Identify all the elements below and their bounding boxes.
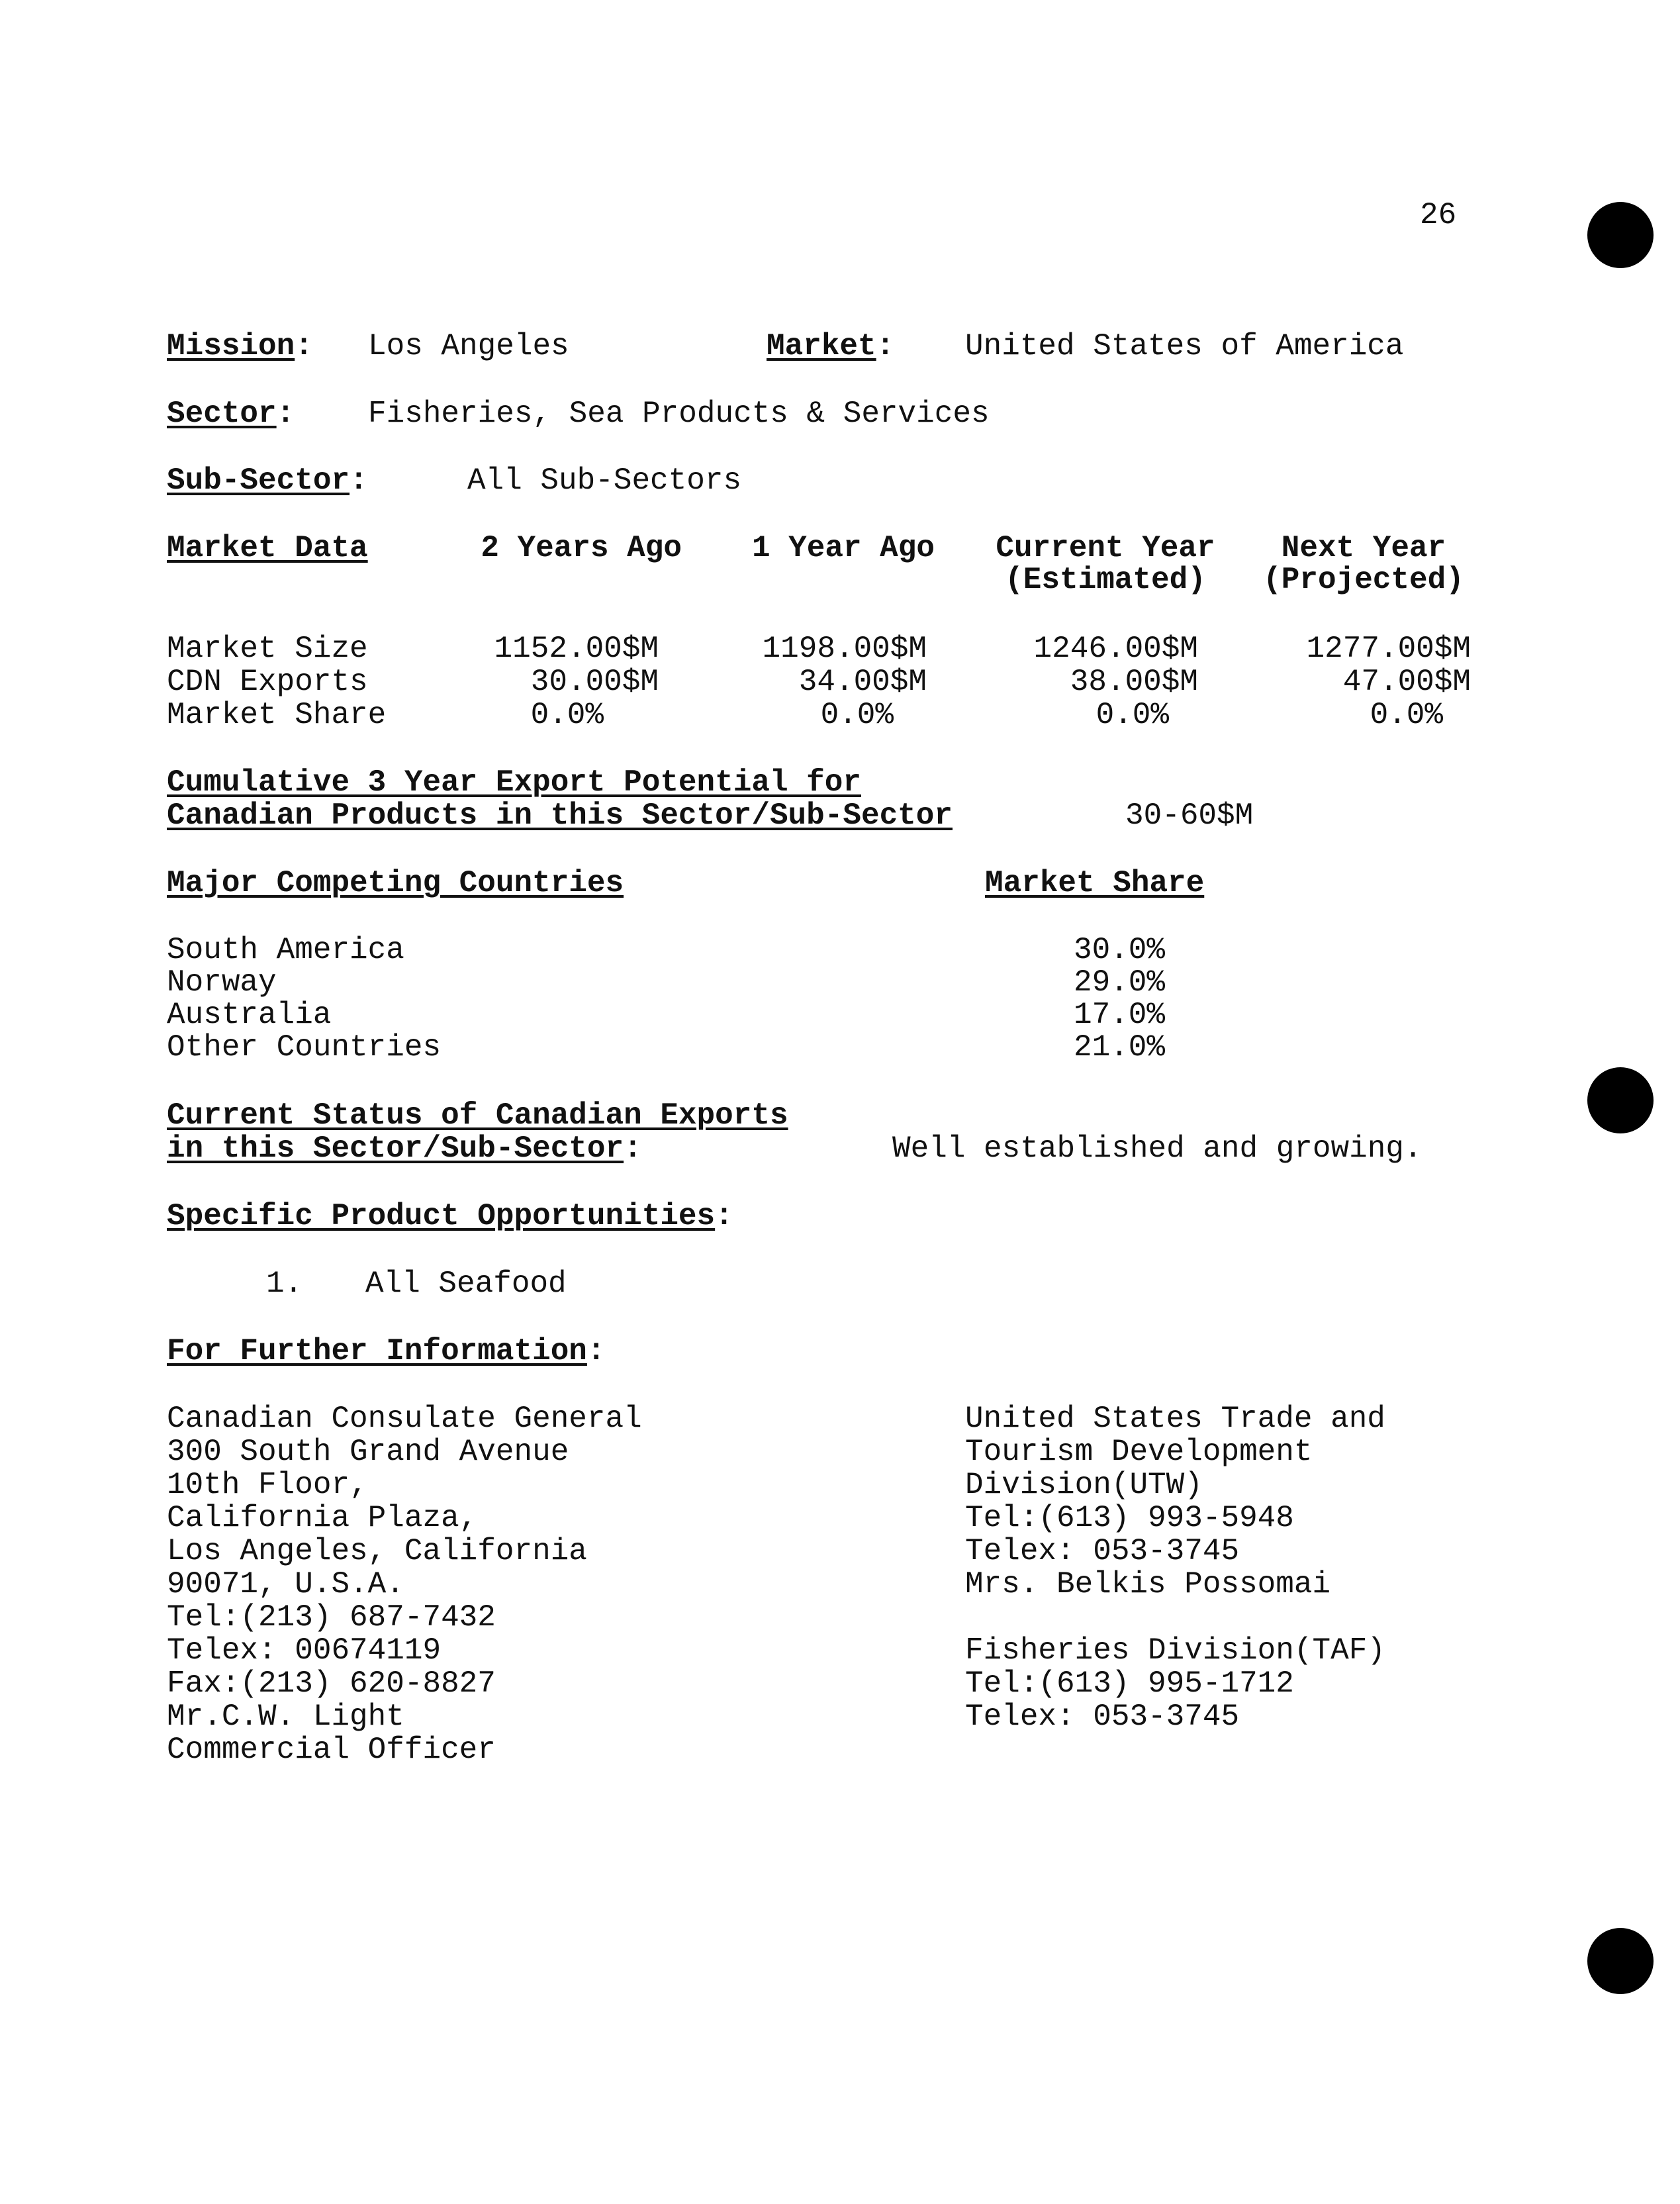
contact-line: Telex: 053-3745 — [965, 1534, 1240, 1568]
cell-market-size-3: 1277.00$M — [1306, 632, 1471, 666]
cell-market-share-2: 0.0% — [1096, 698, 1169, 732]
sub-sector-value: All Sub-Sectors — [467, 463, 742, 498]
mission-row: Mission: — [167, 329, 313, 363]
contact-line: Tourism Development — [965, 1435, 1313, 1469]
cell-market-size-2: 1246.00$M — [1033, 632, 1198, 666]
current-status-line1: Current Status of Canadian Exports — [167, 1098, 788, 1133]
current-status-line2: in this Sector/Sub-Sector — [167, 1131, 624, 1166]
competitors-heading: Major Competing Countries — [167, 866, 624, 900]
col-header-1-year-ago: 1 Year Ago — [751, 531, 935, 565]
opportunity-number: 1. — [266, 1267, 303, 1301]
binder-hole-bottom — [1587, 1928, 1654, 1994]
contact-line: Los Angeles, California — [167, 1534, 587, 1568]
competitors-share-heading: Market Share — [985, 866, 1205, 900]
sector-label: Sector — [167, 397, 277, 431]
export-potential-line2: Canadian Products in this Sector/Sub-Sector — [167, 798, 953, 833]
contact-line: Telex: 00674119 — [167, 1633, 442, 1668]
export-potential-value: 30-60$M — [1125, 798, 1254, 833]
competitor-share: 21.0% — [1073, 1030, 1165, 1065]
contact-line: 300 South Grand Avenue — [167, 1435, 569, 1469]
sub-sector-row: Sub-Sector: — [167, 463, 368, 498]
competitor-share: 17.0% — [1073, 998, 1165, 1032]
cell-cdn-exports-3: 47.00$M — [1342, 665, 1471, 699]
mission-value: Los Angeles — [368, 329, 569, 363]
row-label-cdn-exports: CDN Exports — [167, 665, 368, 699]
current-status-value: Well established and growing. — [892, 1131, 1423, 1166]
row-label-market-share: Market Share — [167, 698, 387, 732]
col-header-current-year: Current Year — [996, 531, 1215, 565]
cell-cdn-exports-2: 38.00$M — [1070, 665, 1198, 699]
cell-market-share-3: 0.0% — [1370, 698, 1443, 732]
cell-cdn-exports-1: 34.00$M — [798, 665, 927, 699]
col-header-current-year-sub: (Estimated) — [1005, 563, 1206, 597]
sector-value: Fisheries, Sea Products & Services — [368, 397, 990, 431]
opportunities-row: Specific Product Opportunities: — [167, 1199, 733, 1233]
contact-line: Fax:(213) 620-8827 — [167, 1666, 496, 1701]
competitor-country: South America — [167, 933, 404, 967]
contact-line: United States Trade and — [965, 1402, 1385, 1436]
contact-line: California Plaza, — [167, 1501, 478, 1535]
market-label: Market — [767, 329, 876, 363]
contact-line: Canadian Consulate General — [167, 1402, 642, 1436]
binder-hole-middle — [1587, 1067, 1654, 1133]
market-value: United States of America — [965, 329, 1404, 363]
cell-market-size-1: 1198.00$M — [762, 632, 927, 666]
row-label-market-size: Market Size — [167, 632, 368, 666]
contact-line: Mr.C.W. Light — [167, 1700, 404, 1734]
col-header-next-year: Next Year — [1281, 531, 1446, 565]
competitor-share: 30.0% — [1073, 933, 1165, 967]
opportunities-heading: Specific Product Opportunities — [167, 1199, 716, 1233]
competitor-country: Australia — [167, 998, 332, 1032]
page-number: 26 — [1420, 198, 1457, 232]
sector-row: Sector: — [167, 397, 295, 431]
contact-line: Tel:(613) 995-1712 — [965, 1666, 1294, 1701]
contact-line: Telex: 053-3745 — [965, 1700, 1240, 1734]
contact-line: Mrs. Belkis Possomai — [965, 1567, 1331, 1602]
contact-line: Fisheries Division(TAF) — [965, 1633, 1385, 1668]
current-status-line2-row: in this Sector/Sub-Sector: — [167, 1131, 642, 1166]
market-data-heading: Market Data — [167, 531, 368, 565]
competitor-country: Norway — [167, 965, 277, 1000]
export-potential-line1: Cumulative 3 Year Export Potential for — [167, 765, 861, 800]
cell-market-share-0: 0.0% — [530, 698, 604, 732]
opportunity-text: All Seafood — [365, 1267, 567, 1301]
further-info-row: For Further Information: — [167, 1334, 606, 1368]
competitor-share: 29.0% — [1073, 965, 1165, 1000]
contact-line: Commercial Officer — [167, 1733, 496, 1767]
contact-line: 10th Floor, — [167, 1468, 368, 1502]
competitor-country: Other Countries — [167, 1030, 442, 1065]
market-row: Market: — [767, 329, 895, 363]
col-header-next-year-sub: (Projected) — [1263, 563, 1464, 597]
cell-cdn-exports-0: 30.00$M — [530, 665, 659, 699]
binder-hole-top — [1587, 202, 1654, 268]
contact-line: 90071, U.S.A. — [167, 1567, 404, 1602]
contact-line: Tel:(613) 993-5948 — [965, 1501, 1294, 1535]
cell-market-size-0: 1152.00$M — [494, 632, 659, 666]
col-header-2-years-ago: 2 Years Ago — [481, 531, 682, 565]
contact-line: Division(UTW) — [965, 1468, 1203, 1502]
cell-market-share-1: 0.0% — [820, 698, 894, 732]
contact-line: Tel:(213) 687-7432 — [167, 1600, 496, 1635]
sub-sector-label: Sub-Sector — [167, 463, 350, 498]
further-info-heading: For Further Information — [167, 1334, 587, 1368]
mission-label: Mission — [167, 329, 295, 363]
